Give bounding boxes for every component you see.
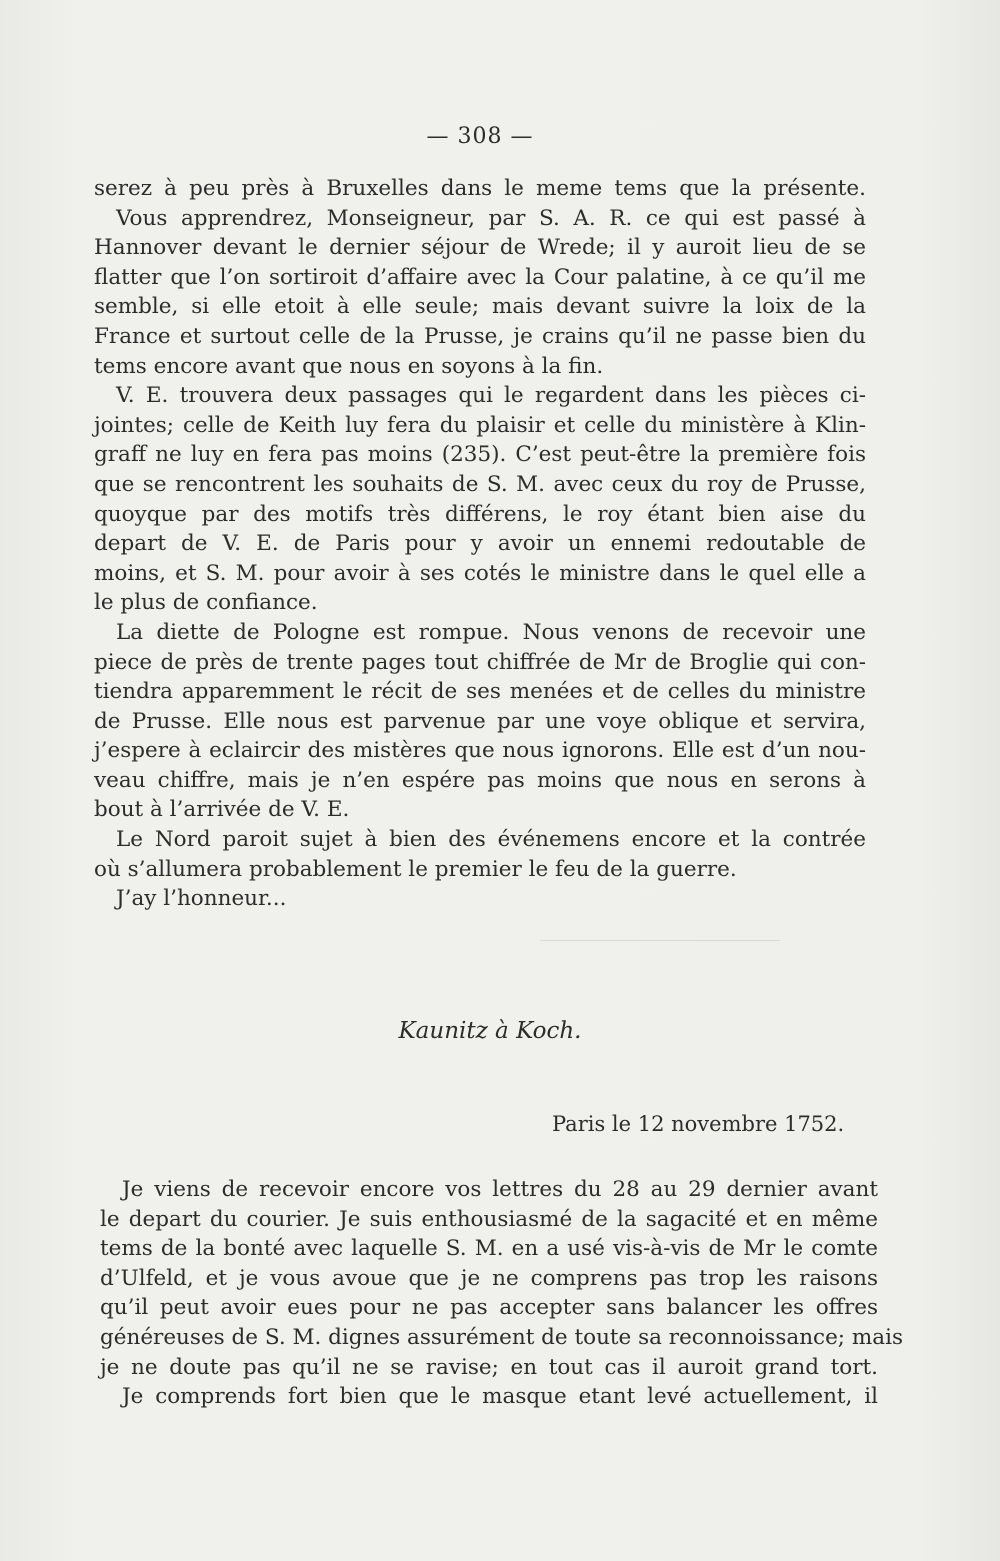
text-line: le depart du courier. Je suis enthousiasmé de la sagacité et en même [100,1206,878,1232]
text-line: La diette de Pologne est rompue. Nous venons de recevoir une [116,619,866,645]
text-line: généreuses de S. M. dignes assurément de toute sa reconnoissance; mais [100,1324,903,1350]
closing-line: J’ay l’honneur... [116,886,287,912]
text-line: le plus de confiance. [94,590,318,616]
text-line: graff ne luy en fera pas moins (235). C’est peut-être la première fois [94,442,866,468]
text-line: depart de V. E. de Paris pour y avoir un ennemi redoutable de [94,531,866,557]
text-line: moins, et S. M. pour avoir à ses cotés le ministre dans le quel elle a [94,560,866,586]
text-line: Vous apprendrez, Monseigneur, par S. A. R. ce qui est passé à [116,205,866,231]
text-line: veau chiffre, mais je n’en espére pas moins que nous en serons à [94,767,866,793]
text-line: bout à l’arrivée de V. E. [94,797,350,823]
text-line: piece de près de trente pages tout chiffrée de Mr de Broglie qui con- [94,649,866,675]
text-line: d’Ulfeld, et je vous avoue que je ne comprens pas trop les raisons [100,1265,878,1291]
text-line: qu’il peut avoir eues pour ne pas accepter sans balancer les offres [100,1295,878,1321]
text-line: où s’allumera probablement le premier le feu de la guerre. [94,856,737,882]
letter-body-previous [94,174,866,914]
page-number: — 308 — [426,124,534,149]
text-line: tiendra apparemment le récit de ses menées et de celles du ministre [94,679,866,705]
text-line: jointes; celle de Keith luy fera du plaisir et celle du ministère à Klin- [94,412,866,438]
text-line: que se rencontrent les souhaits de S. M. avec ceux du roy de Prusse, [94,471,866,497]
text-line: tems encore avant que nous en soyons à la fin. [94,353,604,379]
text-line: Le Nord paroit sujet à bien des événemens encore et la contrée [116,827,866,853]
text-line: de Prusse. Elle nous est parvenue par une voye oblique et servira, [94,708,866,734]
text-line: tems de la bonté avec laquelle S. M. en a usé vis-à-vis de Mr le comte [100,1236,878,1262]
text-line: Je viens de recevoir encore vos lettres du 28 au 29 dernier avant [122,1177,878,1202]
text-line: V. E. trouvera deux passages qui le regardent dans les pièces ci- [116,383,866,409]
text-line: semble, si elle etoit à elle seule; mais devant suivre la loix de la [94,294,866,320]
text-line: serez à peu près à Bruxelles dans le meme tems que la présente. [94,176,866,201]
divider [540,940,780,941]
text-line: France et surtout celle de la Prusse, je crains qu’il ne passe bien du [94,323,866,349]
text-line: Hannover devant le dernier séjour de Wrede; il y auroit lieu de se [94,235,866,261]
text-line: j’espere à eclaircir des mistères que nous ignorons. Elle est d’un nou- [94,738,866,764]
letter-body [100,1175,903,1412]
text-line: quoyque par des motifs très différens, le roy étant bien aise du [94,501,866,527]
letter-heading: Kaunitz à Koch. [398,1018,582,1044]
text-line: flatter que l’on sortiroit d’affaire avec la Cour palatine, à ce qu’il me [94,264,866,290]
text-line: Je comprends fort bien que le masque etant levé actuellement, il [122,1384,878,1410]
text-line: je ne doute pas qu’il ne se ravise; en tout cas il auroit grand tort. [100,1354,878,1380]
dateline: Paris le 12 novembre 1752. [552,1112,845,1136]
